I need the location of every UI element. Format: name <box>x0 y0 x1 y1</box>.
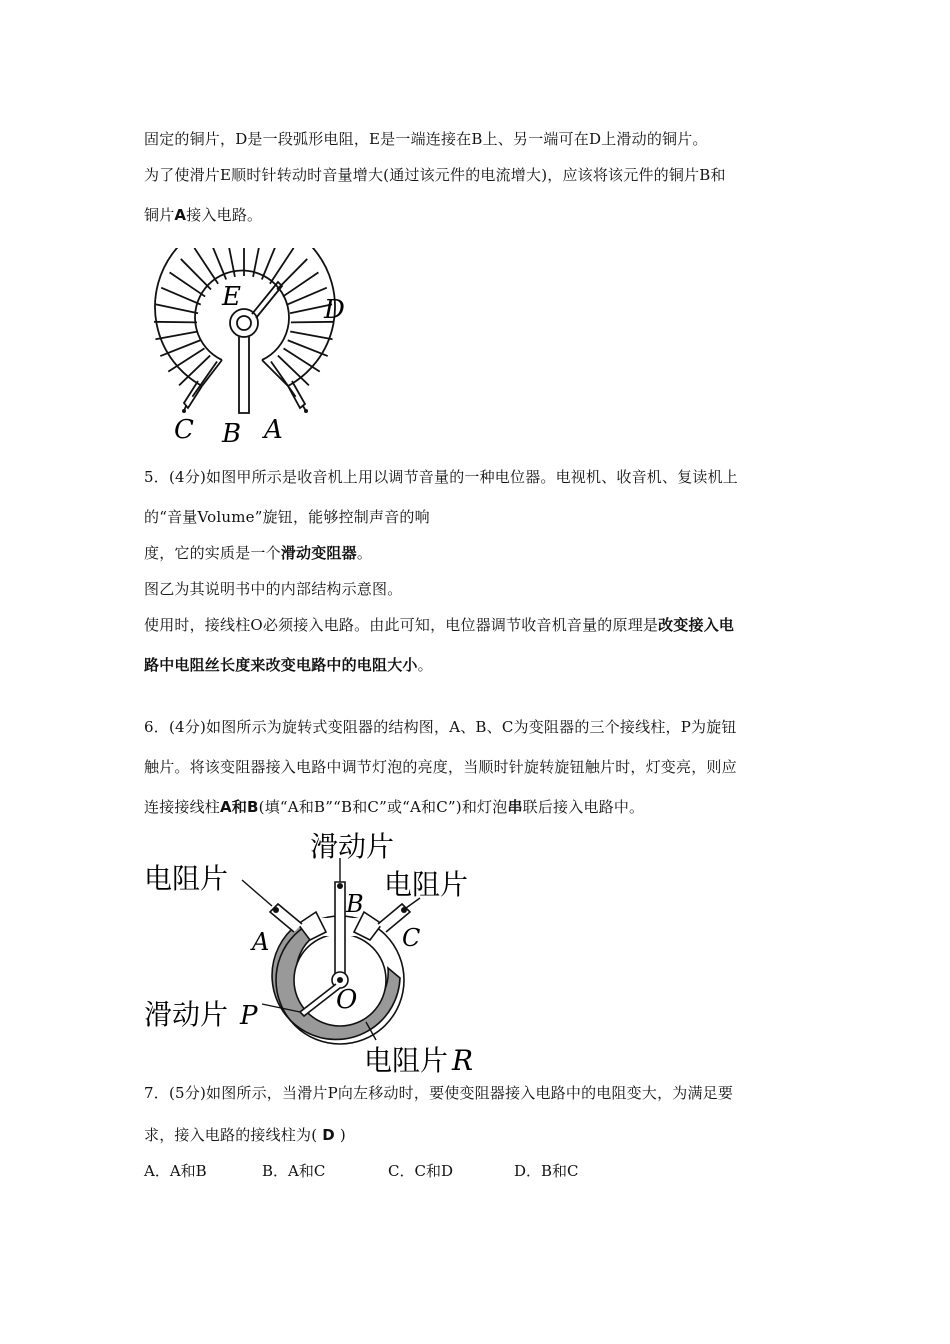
rotary-rheostat-figure <box>140 828 500 1076</box>
resistor-division <box>160 340 200 356</box>
q4-text: 接入电路。 <box>186 206 263 224</box>
label-r: R <box>452 1044 474 1076</box>
q6-text-line-2: 触片。将该变阻器接入电路中调节灯泡的亮度，当顺时针旋转旋钮触片时，灯变亮，则应 <box>144 758 737 776</box>
label-d: D <box>324 295 345 325</box>
resistor-division <box>290 331 332 339</box>
label-a: A <box>264 415 283 445</box>
label-a: A <box>252 928 270 956</box>
q7-answer: D <box>322 1126 335 1144</box>
label-slider-left: 滑动片 <box>144 998 229 1031</box>
q4-text: 铜片 <box>144 206 175 224</box>
potentiometer-figure <box>140 248 360 448</box>
q6-text-line-1: 6．(4分)如图所示为旋转式变阻器的结构图，A、B、C为变阻器的三个接线柱，P为旋钮 <box>144 718 737 736</box>
q4-text-line-3 <box>144 204 262 225</box>
label-b: B <box>346 890 364 918</box>
q7-option-c: C．C和D <box>388 1162 453 1180</box>
q7-option-b: B．A和C <box>262 1162 326 1180</box>
label-resistor-bottom: 电阻片 <box>364 1044 449 1076</box>
resistor-division <box>288 340 328 356</box>
resistor-division <box>192 362 217 397</box>
q5-text: 。 <box>417 656 433 674</box>
q4-answer: A <box>174 206 187 224</box>
label-b: B <box>222 419 242 448</box>
q6-text-line-3 <box>144 796 644 817</box>
resistor-division <box>284 348 320 371</box>
q5-answer-2: 改变接入电 <box>658 616 735 634</box>
q7-text-line-2 <box>144 1124 346 1145</box>
resistor-division <box>155 331 197 339</box>
q4-text-line-1: 固定的铜片，D是一段弧形电阻，E是一端连接在B上、另一端可在D上滑动的铜片。 <box>144 130 708 148</box>
label-resistor-right: 电阻片 <box>384 868 469 901</box>
q6-text: 连接接线柱 <box>144 798 221 816</box>
q5-text-line-5 <box>144 614 734 635</box>
label-e: E <box>222 282 241 312</box>
q6-answer-1: A和B <box>220 798 259 816</box>
resistor-division <box>168 348 204 371</box>
q5-text-line-3 <box>144 542 372 563</box>
q5-text: 。 <box>356 544 373 562</box>
label-o: O <box>336 985 358 1015</box>
resistor-division <box>181 259 211 290</box>
q5-answer-1: 滑动变阻器 <box>280 544 357 562</box>
q5-text-line-6 <box>144 654 433 675</box>
q5-text: 度，它的实质是一个 <box>144 544 281 562</box>
label-c: C <box>174 415 194 445</box>
q5-text: 使用时，接线柱O必须接入电路。由此可知，电位器调节收音机音量的原理是 <box>144 616 659 634</box>
q6-text: 联后接入电路中。 <box>522 798 645 816</box>
q7-text: 求，接入电路的接线柱为( <box>144 1126 318 1144</box>
resistor-division <box>154 322 197 323</box>
q4-text-line-2: 为了使滑片E顺时针转动时音量增大(通过该元件的电流增大)，应该将该元件的铜片B和 <box>144 166 726 184</box>
q7-text-line-1: 7．(5分)如图所示，当滑片P向左移动时，要使变阻器接入电路中的电阻变大，为满足要 <box>144 1084 734 1102</box>
q7-text: ) <box>339 1126 346 1144</box>
q5-text-line-1: 5．(4分)如图甲所示是收音机上用以调节音量的一种电位器。电视机、收音机、复读机上 <box>144 468 738 486</box>
label-resistor-left: 电阻片 <box>144 862 229 895</box>
q7-option-d: D．B和C <box>514 1162 579 1180</box>
q6-answer-2: 串 <box>507 798 523 816</box>
label-c: C <box>402 924 421 952</box>
q5-text-line-2: 的“音量Volume”旋钮，能够控制声音的响 <box>144 508 430 526</box>
q5-answer-2-cont: 路中电阻丝长度来改变电路中的电阻大小 <box>144 656 418 674</box>
label-p: P <box>240 1001 258 1031</box>
resistor-division <box>156 304 198 313</box>
q6-text: (填“A和B”“B和C”或“A和C”)和灯泡 <box>258 798 508 816</box>
q5-text-line-4: 图乙为其说明书中的内部结构示意图。 <box>144 580 403 598</box>
q7-option-a: A．A和B <box>144 1162 207 1180</box>
label-slider-top: 滑动片 <box>310 830 395 863</box>
